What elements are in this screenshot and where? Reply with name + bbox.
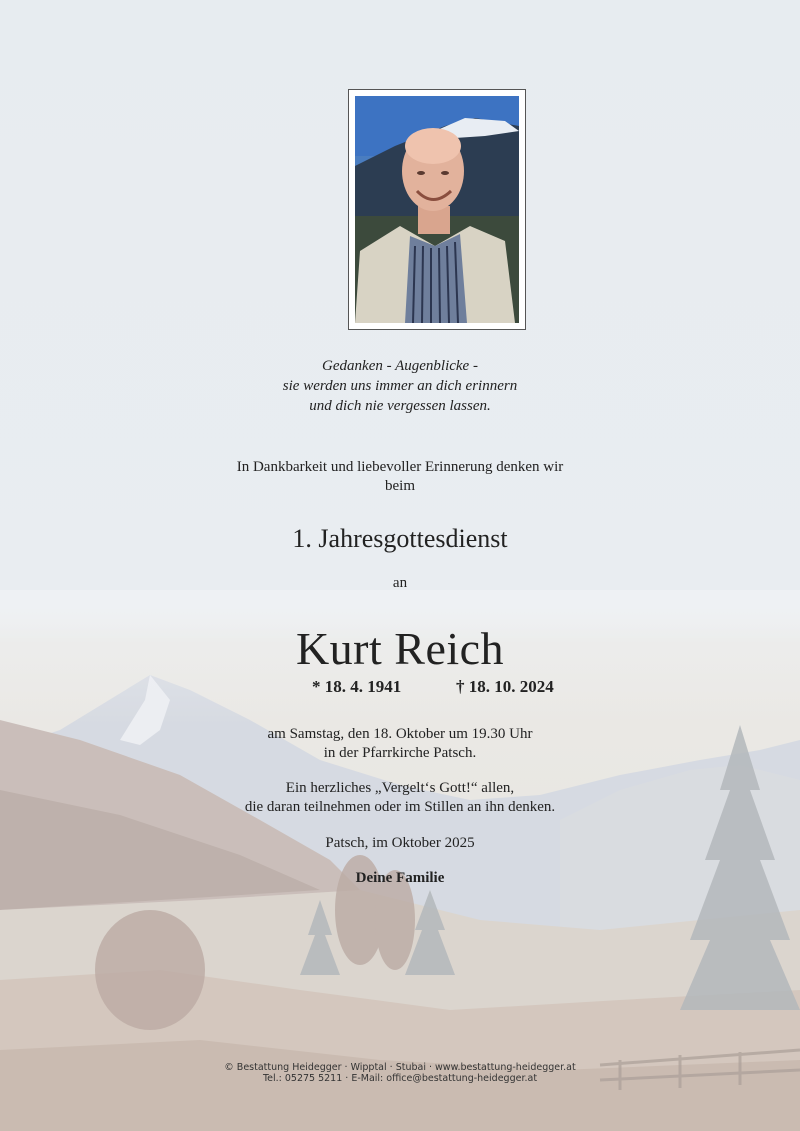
footer-line-2: Tel.: 05275 5211 · E-Mail: office@bestattung-heidegger.at [262,1073,538,1084]
deceased-name: Kurt Reich [295,623,505,674]
service-line-1: am Samstag, den 18. Oktober um 19.30 Uhr [267,726,533,742]
service-line-2: in der Pfarrkirche Patsch. [323,745,477,761]
intro-line-2: beim [385,478,415,494]
death-date: † 18. 10. 2024 [456,677,554,696]
thanks-line-2: die daran teilnehmen oder im Stillen an ihn denken. [244,799,556,815]
memorial-quote [0,356,800,416]
portrait-photo-frame [348,89,526,330]
thanks-text [0,779,800,817]
connector-text: an [392,575,408,591]
place-date: Patsch, im Oktober 2025 [325,835,475,851]
birth-date: * 18. 4. 1941 [312,677,402,696]
thanks-line-1: Ein herzliches „Vergelt‘s Gott!“ allen, [285,780,515,796]
signature: Deine Familie [355,870,445,886]
quote-line-2: sie werden uns immer an dich erinnern [282,378,518,394]
service-heading: 1. Jahresgottesdienst [292,524,508,553]
quote-line-3: und dich nie vergessen lassen. [309,398,491,414]
footer-line-1: © Bestattung Heidegger · Wipptal · Stubai · www.bestattung-heidegger.at [224,1062,576,1073]
footer [0,1062,800,1084]
portrait-photo [355,96,519,323]
intro-text [0,458,800,496]
intro-line-1: In Dankbarkeit und liebevoller Erinnerung denken wir [236,459,564,475]
service-details [0,725,800,763]
quote-line-1: Gedanken - Augenblicke - [322,358,478,374]
